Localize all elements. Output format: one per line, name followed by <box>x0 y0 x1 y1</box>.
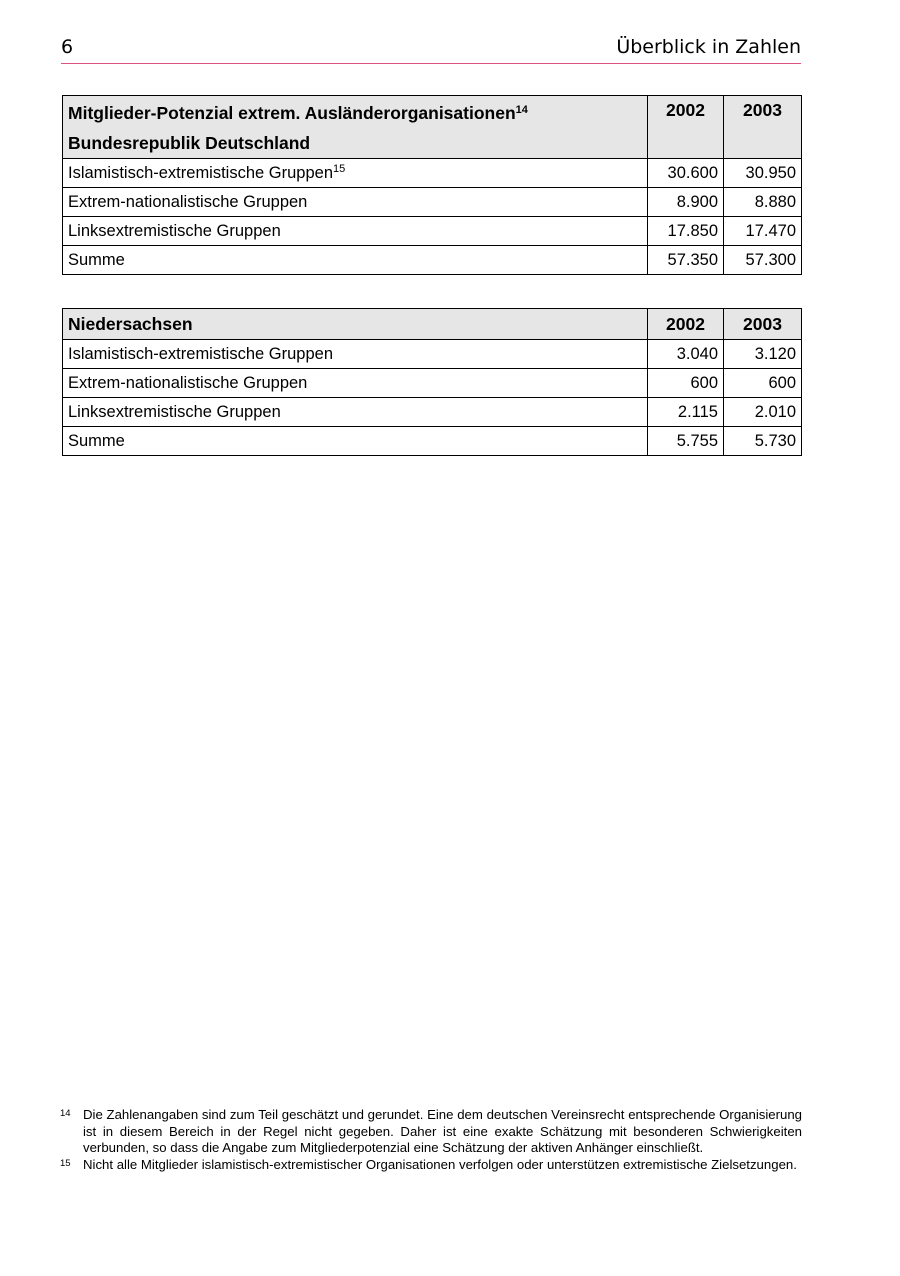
table-title: Niedersachsen <box>63 309 648 340</box>
cell-2003: 8.880 <box>724 188 802 217</box>
column-2003: 2003 <box>724 309 802 340</box>
cell-2002: 600 <box>648 369 724 398</box>
sum-2003: 5.730 <box>724 427 802 456</box>
sum-label: Summe <box>63 246 648 275</box>
table-title-line1: Mitglieder-Potenzial extrem. Ausländerorganisationen <box>68 103 516 123</box>
row-label: Linksextremistische Gruppen <box>63 217 648 246</box>
sum-2003: 57.300 <box>724 246 802 275</box>
sum-row <box>63 427 802 456</box>
cell-2002: 3.040 <box>648 340 724 369</box>
table-header-row <box>63 309 802 340</box>
cell-2002: 30.600 <box>648 159 724 188</box>
cell-2002: 17.850 <box>648 217 724 246</box>
footnote-ref-15: 15 <box>333 162 346 175</box>
cell-2003: 30.950 <box>724 159 802 188</box>
cell-2002: 8.900 <box>648 188 724 217</box>
cell-2003: 600 <box>724 369 802 398</box>
footnote-mark: 15 <box>60 1157 71 1169</box>
row-label: Linksextremistische Gruppen <box>63 398 648 427</box>
sum-row <box>63 246 802 275</box>
table-row <box>63 159 802 188</box>
column-2003: 2003 <box>724 96 802 159</box>
table-row <box>63 369 802 398</box>
sum-2002: 57.350 <box>648 246 724 275</box>
row-label: Extrem-nationalistische Gruppen <box>63 369 648 398</box>
row-label: Islamistisch-extremistische Gruppen$^{15}$ <box>63 159 648 188</box>
cell-2002: 2.115 <box>648 398 724 427</box>
column-2002: 2002 <box>648 96 724 159</box>
row-label: Islamistisch-extremistische Gruppen <box>63 340 648 369</box>
table-title-line2: Bundesrepublik Deutschland <box>68 133 311 153</box>
footnote-14 <box>60 1107 802 1157</box>
cell-2003: 3.120 <box>724 340 802 369</box>
niedersachsen-membership-table <box>62 308 802 456</box>
column-2002: 2002 <box>648 309 724 340</box>
cell-2003: 17.470 <box>724 217 802 246</box>
row-label: Extrem-nationalistische Gruppen <box>63 188 648 217</box>
cell-2003: 2.010 <box>724 398 802 427</box>
table-header-row <box>63 96 802 159</box>
table-row <box>63 188 802 217</box>
sum-label: Summe <box>63 427 648 456</box>
section-title: Überblick in Zahlen <box>616 36 801 58</box>
footnote-ref-14: 14 <box>515 104 528 116</box>
footnote-mark: 14 <box>60 1108 71 1119</box>
footnotes <box>60 1107 802 1173</box>
page-header <box>61 34 801 64</box>
page-number: 6 <box>61 36 74 58</box>
footnote-text: Die Zahlenangaben sind zum Teil geschätzt und gerundet. Eine dem deutschen Vereinsrecht entsprechende Organisierung ist in diesem Bereich in der Regel nicht gegeben. Daher ist eine exakte Schätzung mit besonderen Schwierigkeiten verbunden, so dass die Angabe zum Mitgliederpotenzial eine Schätzung der aktiven Anhänger einschließt. <box>83 1107 802 1155</box>
federal-membership-table <box>62 95 802 275</box>
table-title <box>63 96 648 159</box>
table-row <box>63 217 802 246</box>
table-row <box>63 398 802 427</box>
sum-2002: 5.755 <box>648 427 724 456</box>
footnote-15 <box>60 1157 802 1174</box>
footnote-text: Nicht alle Mitglieder islamistisch-extremistischer Organisationen verfolgen oder unterstützen extremistische Zielsetzungen. <box>83 1156 797 1172</box>
table-row <box>63 340 802 369</box>
